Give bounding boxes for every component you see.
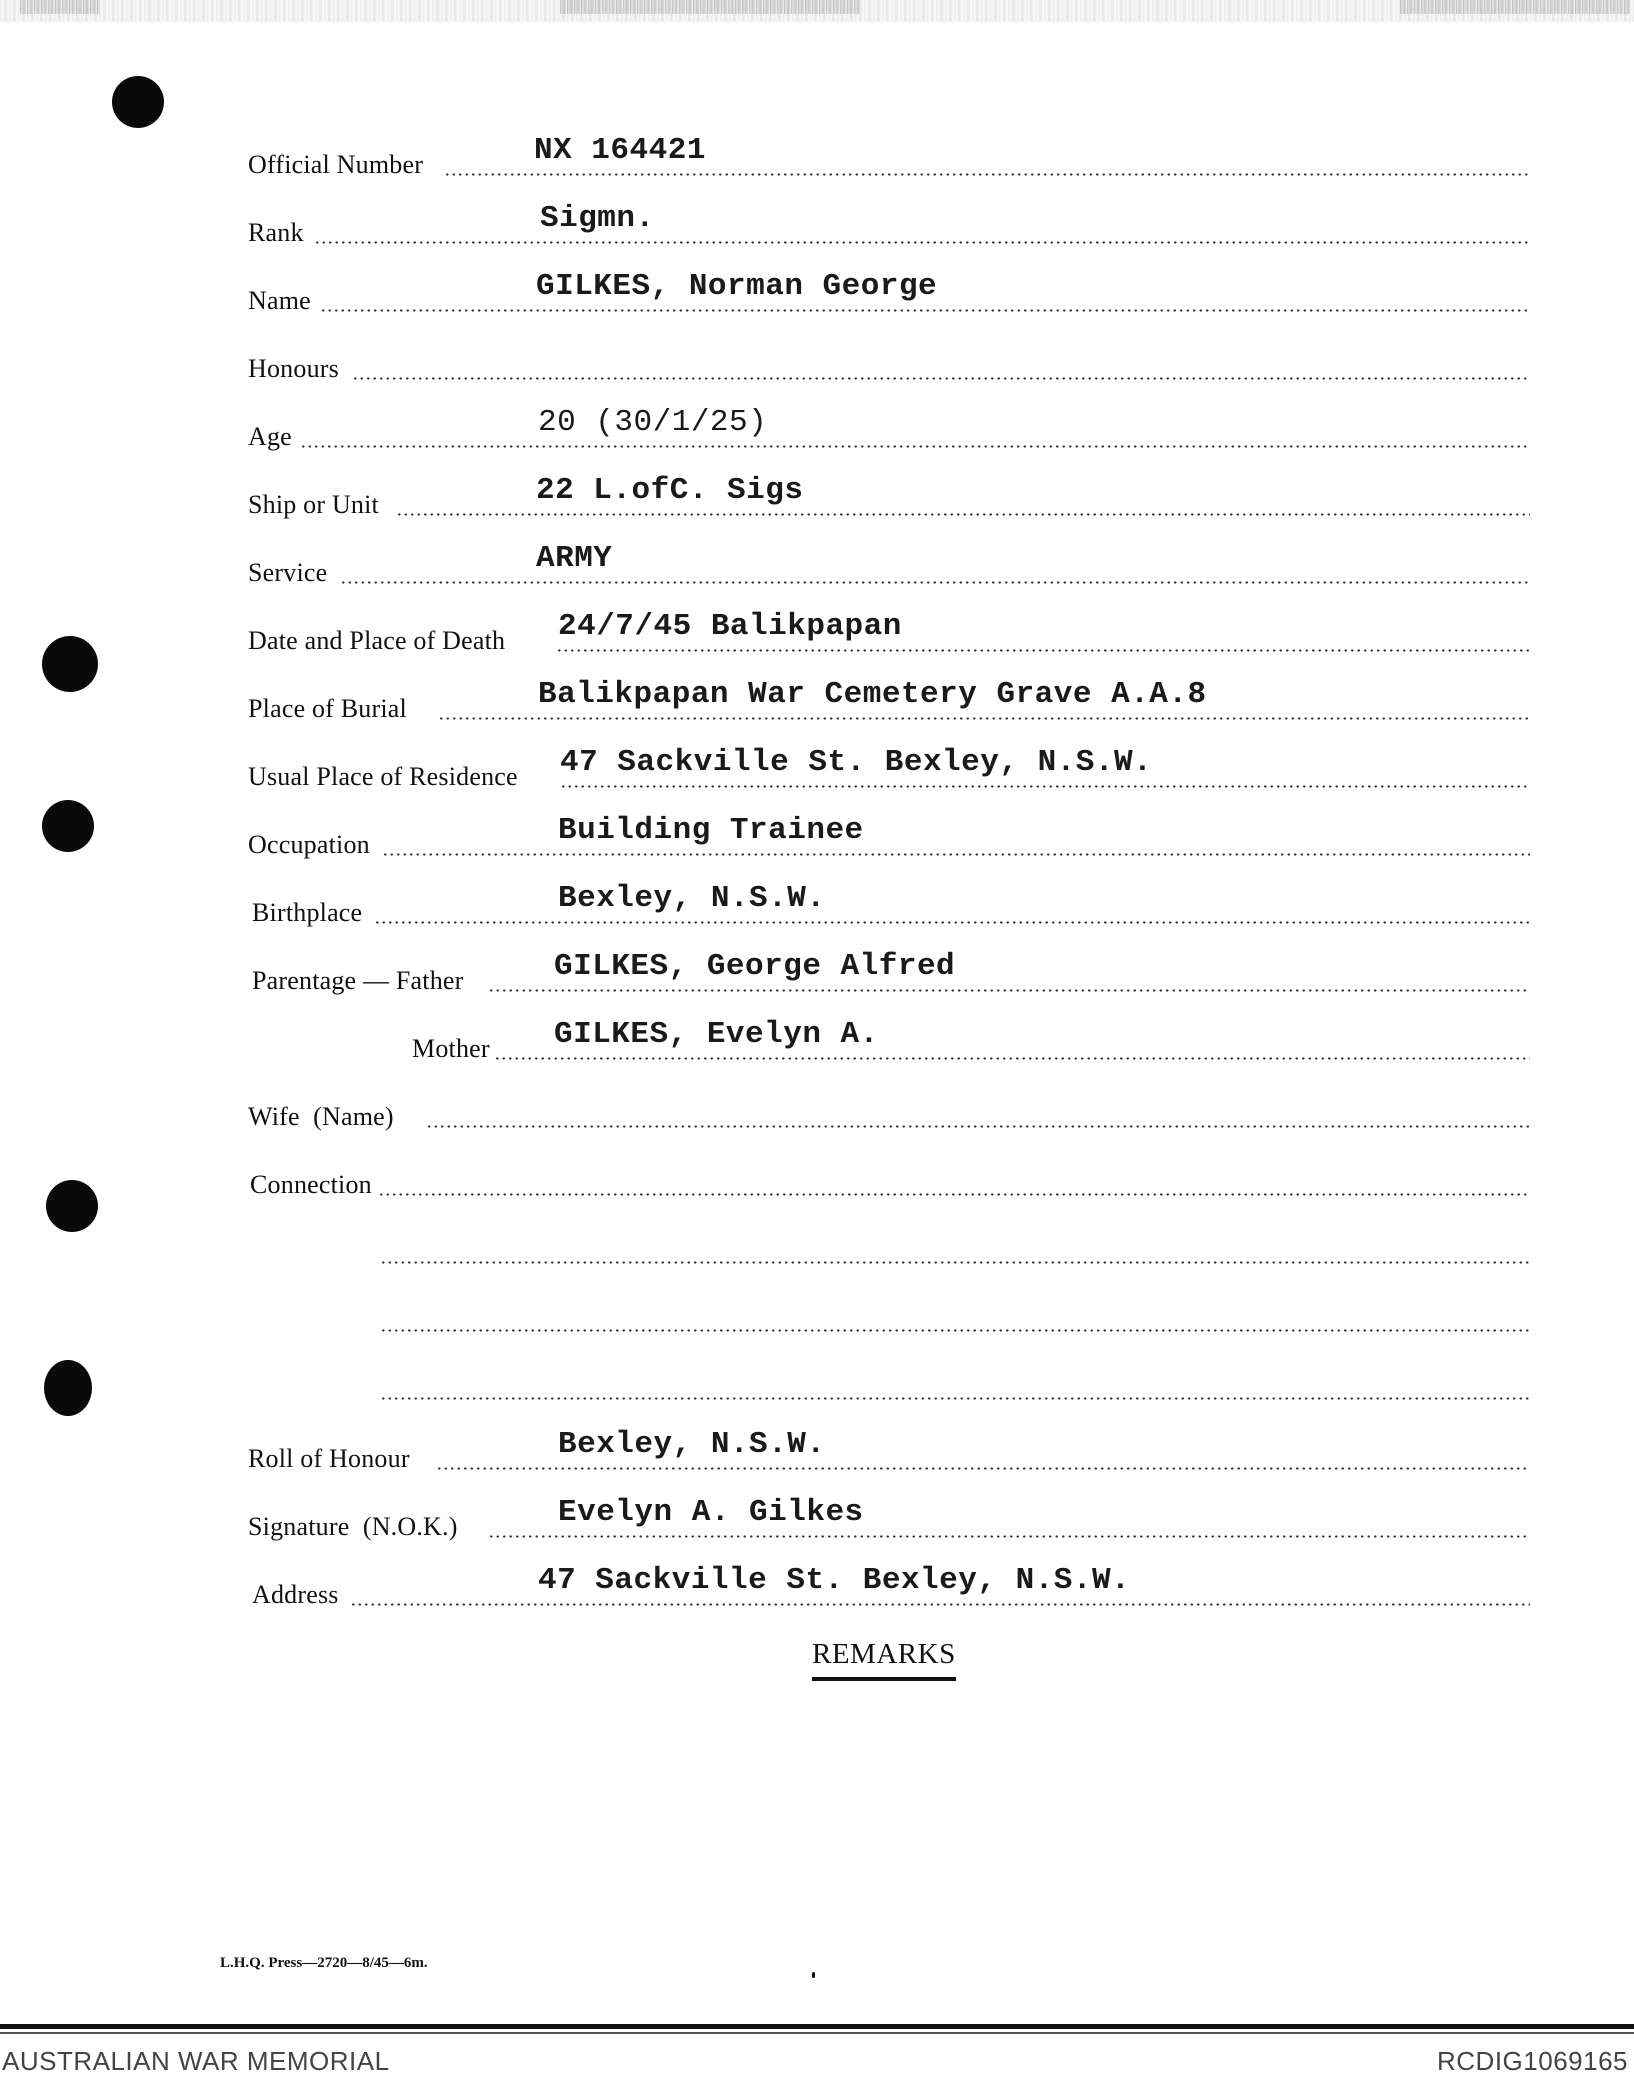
field-parentage-mother xyxy=(248,1008,1530,1068)
field-label: Address xyxy=(252,1580,339,1609)
field-label: Official Number xyxy=(248,150,424,179)
dotted-line xyxy=(426,1125,1530,1128)
dotted-line xyxy=(378,1193,1530,1196)
dotted-line xyxy=(438,717,1530,720)
field-address xyxy=(248,1554,1530,1614)
footer-rule xyxy=(0,2032,1634,2034)
field-official-number xyxy=(248,124,1530,184)
field-label: Birthplace xyxy=(252,898,363,927)
field-value: Bexley, N.S.W. xyxy=(558,881,826,916)
field-value: 22 L.ofC. Sigs xyxy=(536,473,804,508)
field-value: GILKES, Evelyn A. xyxy=(554,1017,879,1052)
field-honours xyxy=(248,328,1530,388)
field-value: ARMY xyxy=(536,541,613,576)
dotted-line xyxy=(374,921,1530,924)
dotted-line xyxy=(436,1467,1530,1470)
field-label: Wife (Name) xyxy=(248,1102,394,1131)
field-label: Service xyxy=(248,558,328,587)
connection-extra-line xyxy=(248,1348,1530,1408)
footer-archive-name: AUSTRALIAN WAR MEMORIAL xyxy=(2,2046,390,2076)
field-date-place-of-death xyxy=(248,600,1530,660)
dotted-line xyxy=(380,1329,1530,1332)
scan-edge-noise xyxy=(20,0,100,14)
field-value: Evelyn A. Gilkes xyxy=(558,1495,864,1530)
punch-hole xyxy=(112,76,164,128)
remarks-heading: REMARKS xyxy=(812,1638,956,1681)
field-label: Signature (N.O.K.) xyxy=(248,1512,458,1541)
field-value: 47 Sackville St. Bexley, N.S.W. xyxy=(538,1563,1131,1598)
dotted-line xyxy=(444,173,1530,176)
field-value: GILKES, Norman George xyxy=(536,269,938,304)
field-place-of-burial xyxy=(248,668,1530,728)
field-value: Balikpapan War Cemetery Grave A.A.8 xyxy=(538,677,1207,712)
field-label: Ship or Unit xyxy=(248,490,379,519)
dotted-line xyxy=(320,309,1530,312)
field-label: Mother xyxy=(412,1034,490,1063)
scan-edge-noise xyxy=(560,0,860,14)
punch-hole xyxy=(44,1360,92,1416)
field-rank xyxy=(248,192,1530,252)
field-usual-residence xyxy=(248,736,1530,796)
field-value: Bexley, N.S.W. xyxy=(558,1427,826,1462)
ink-speck xyxy=(812,1972,815,1978)
field-label: Parentage — Father xyxy=(252,966,464,995)
field-name xyxy=(248,260,1530,320)
field-label: Name xyxy=(248,286,311,315)
dotted-line xyxy=(560,785,1530,788)
field-label: Rank xyxy=(248,218,304,247)
connection-extra-line xyxy=(248,1280,1530,1340)
dotted-line xyxy=(488,989,1530,992)
field-value: NX 164421 xyxy=(534,133,706,168)
field-roll-of-honour xyxy=(248,1418,1530,1478)
punch-hole xyxy=(42,636,98,692)
dotted-line xyxy=(314,241,1530,244)
field-value: GILKES, George Alfred xyxy=(554,949,956,984)
dotted-line xyxy=(494,1057,1530,1060)
scan-edge-noise xyxy=(1400,0,1630,14)
footer-record-id: RCDIG1069165 xyxy=(1437,2046,1628,2076)
field-service xyxy=(248,532,1530,592)
field-label: Age xyxy=(248,422,292,451)
field-value: Building Trainee xyxy=(558,813,864,848)
dotted-line xyxy=(380,1397,1530,1400)
field-parentage-father xyxy=(248,940,1530,1000)
field-value: Sigmn. xyxy=(540,201,655,236)
field-value: 47 Sackville St. Bexley, N.S.W. xyxy=(560,745,1153,780)
dotted-line xyxy=(396,513,1530,516)
dotted-line xyxy=(382,853,1530,856)
field-label: Connection xyxy=(250,1170,372,1199)
field-age xyxy=(248,396,1530,456)
dotted-line xyxy=(556,649,1530,652)
punch-hole xyxy=(42,800,94,852)
footer-rule xyxy=(0,2024,1634,2029)
dotted-line xyxy=(340,581,1530,584)
field-label: Date and Place of Death xyxy=(248,626,506,655)
field-wife-name xyxy=(248,1076,1530,1136)
dotted-line xyxy=(350,1603,1530,1606)
field-label: Occupation xyxy=(248,830,370,859)
field-value: 24/7/45 Balikpapan xyxy=(558,609,902,644)
field-signature-nok xyxy=(248,1486,1530,1546)
printer-note: L.H.Q. Press—2720—8/45—6m. xyxy=(220,1955,428,1971)
field-value: 20 (30/1/25) xyxy=(538,405,768,440)
field-connection xyxy=(248,1144,1530,1204)
field-label: Roll of Honour xyxy=(248,1444,410,1473)
field-birthplace xyxy=(248,872,1530,932)
field-label: Usual Place of Residence xyxy=(248,762,518,791)
dotted-line xyxy=(300,445,1530,448)
field-ship-or-unit xyxy=(248,464,1530,524)
field-label: Honours xyxy=(248,354,339,383)
dotted-line xyxy=(488,1535,1530,1538)
dotted-line xyxy=(380,1261,1530,1264)
dotted-line xyxy=(352,377,1530,380)
punch-hole xyxy=(46,1180,98,1232)
field-label: Place of Burial xyxy=(248,694,407,723)
field-occupation xyxy=(248,804,1530,864)
connection-extra-line xyxy=(248,1212,1530,1272)
